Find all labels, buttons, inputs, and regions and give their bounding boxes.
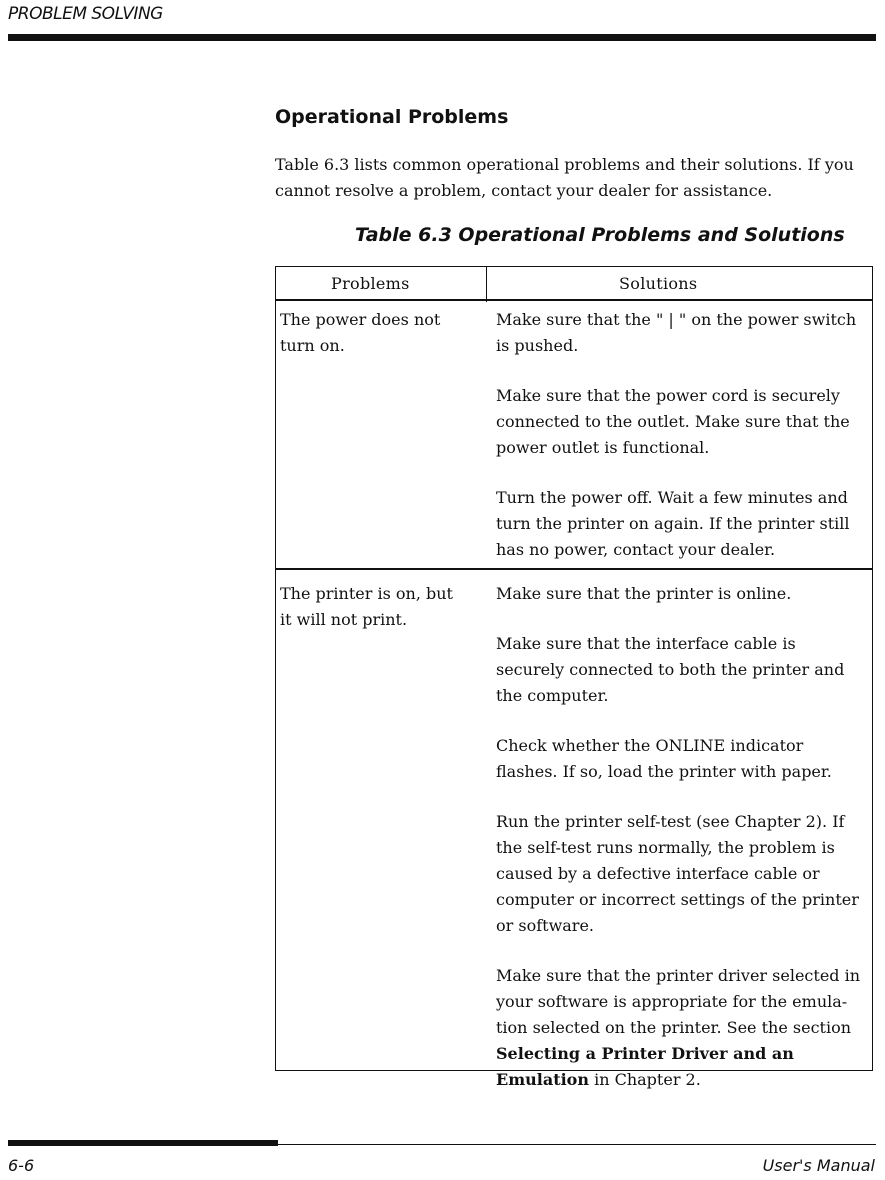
running-header: PROBLEM SOLVING <box>8 4 163 24</box>
footer-rule-thick <box>8 1140 278 1146</box>
manual-title: User's Manual <box>762 1156 875 1175</box>
solution-item: Make sure that the interface cable is securely connected to both the printer and the computer. <box>496 634 845 705</box>
section-reference: Selecting a Printer Driver and an Emulation <box>496 1044 794 1089</box>
intro-paragraph: Table 6.3 lists common operational problems and their solutions. If you cannot resolve a problem, contact your dealer for assistance. <box>275 155 854 200</box>
problems-solutions-table <box>275 266 873 1089</box>
solution-item: Make sure that the printer is online. <box>496 584 792 603</box>
section-heading: Operational Problems <box>275 106 509 128</box>
column-header-problems: Problems <box>331 274 410 293</box>
problem-cell: The power does not turn on. <box>280 310 441 355</box>
solution-item: Run the printer self-test (see Chapter 2). If the self-test runs normally, the problem is caused by a defective interface cable or computer or incorrect settings of the printer or software. <box>496 812 859 935</box>
header-rule <box>8 34 876 41</box>
table-caption: Table 6.3 Operational Problems and Solutions <box>355 224 845 246</box>
solution-text-tail: in Chapter 2. <box>594 1070 701 1089</box>
solution-cell <box>496 581 864 1093</box>
header-row-divider <box>276 299 872 301</box>
row-divider <box>276 568 872 570</box>
solution-item: Check whether the ONLINE indicator flashes. If so, load the printer with paper. <box>496 736 832 781</box>
problem-cell: The printer is on, but it will not print. <box>280 584 453 629</box>
page-number: 6-6 <box>8 1156 35 1175</box>
header-column-divider <box>486 267 487 302</box>
solution-cell <box>496 307 858 563</box>
column-header-solutions: Solutions <box>619 274 698 293</box>
solution-item: Make sure that the power cord is securely connected to the outlet. Make sure that the power outlet is functional. <box>496 386 850 457</box>
solution-item: Turn the power off. Wait a few minutes and turn the printer on again. If the printer still has no power, contact your dealer. <box>496 488 850 559</box>
solution-text: Make sure that the printer driver selected in your software is appropriate for the emula- tion selected on the printer. See the section <box>496 966 861 1037</box>
footer-rule-thin <box>278 1144 876 1145</box>
solution-item: Make sure that the " | " on the power switch is pushed. <box>496 310 857 355</box>
solution-item <box>496 963 864 1093</box>
